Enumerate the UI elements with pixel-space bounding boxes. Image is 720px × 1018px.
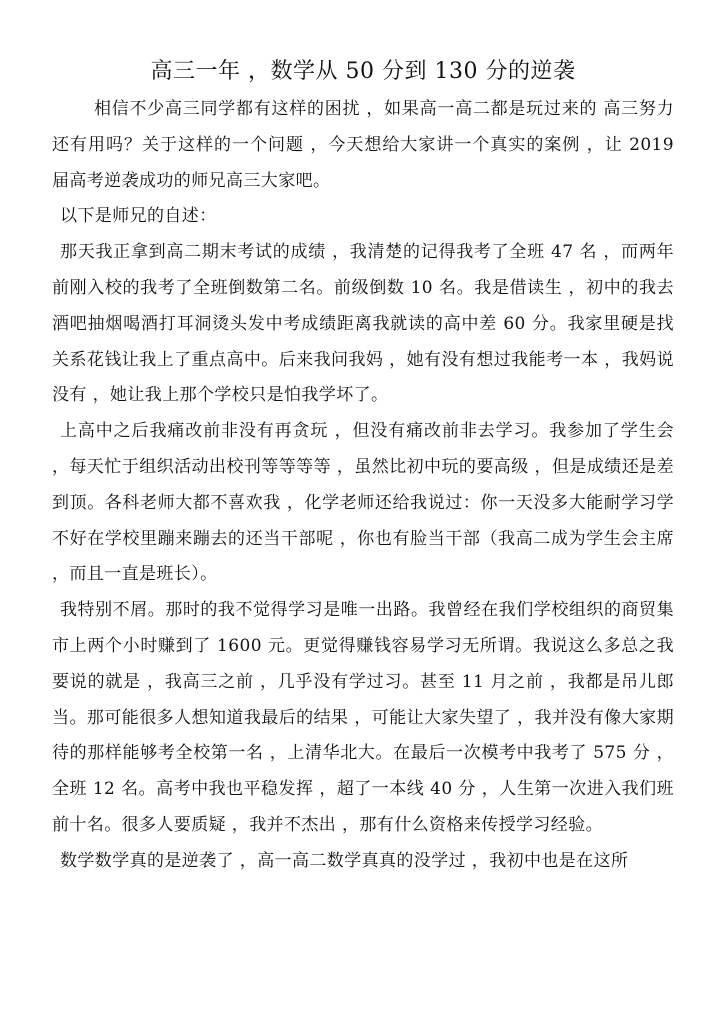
paragraph-grades: 那天我正拿到高二期末考试的成绩 ，我清楚的记得我考了全班 47 名 ，而两年前刚入校的我考了全班倒数第二名。前级倒数 10 名。我是借读生 ，初中的我去酒吧抽烟喝酒打耳洞烫头发中考成绩距离我就读的高中差 60 分。我家里硬是找关系花钱让我上了重点高中。后来我问我妈 ，她有没有想过我能考一本 ，我妈说没有 ，她让我上那个学校只是怕我学坏了。 (52, 242, 674, 406)
paragraph-lead-in: 以下是师兄的自述： (60, 206, 217, 227)
paragraph-intro: 相信不少高三同学都有这样的困扰 ，如果高一高二都是玩过来的 高三努力还有用吗？关于这样的一个问题 ，今天想给大家讲一个真实的案例 ，让 2019 届高考逆袭成功的师兄高三大家吧。 (52, 99, 674, 191)
paragraph-student-council: 上高中之后我痛改前非没有再贪玩 ，但没有痛改前非去学习。我参加了学生会 ，每天忙于组织活动出校刊等等等等 ，虽然比初中玩的要高级 ，但是成绩还是差到顶。各科老师大都不喜欢我 ，化学老师还给我说过：你一天没多大能耐学习学不好在学校里蹦来蹦去的还当干部呢 ，你也有脸当干部（我高二成为学生会主席 ，而且一直是班长）。 (52, 421, 674, 585)
paragraph-math: 数学数学真的是逆袭了 ，高一高二数学真真的没学过 ，我初中也是在这所 (60, 850, 629, 871)
paragraph-results: 我特别不屑。那时的我不觉得学习是唯一出路。我曾经在我们学校组织的商贸集市上两个小时赚到了 1600 元。更觉得赚钱容易学习无所谓。我说这么多总之我要说的就是 ，我高三之前 ，几乎没有学过习。甚至 11 月之前 ，我都是吊儿郎当。那可能很多人想知道我最后的结果 ，可能让大家失望了 ，我并没有像大家期待的那样能够考全校第一名 ，上清华北大。在最后一次模考中我考了 575 分 ，全班 12 名。高考中我也平稳发挥 ，超了一本线 40 分 ，人生第一次进入我们班前十名。很多人要质疑 ，我并不杰出 ，那有什么资格来传授学习经验。 (52, 600, 674, 835)
document-title: 高三一年 ，数学从 50 分到 130 分的逆袭 (150, 59, 576, 84)
